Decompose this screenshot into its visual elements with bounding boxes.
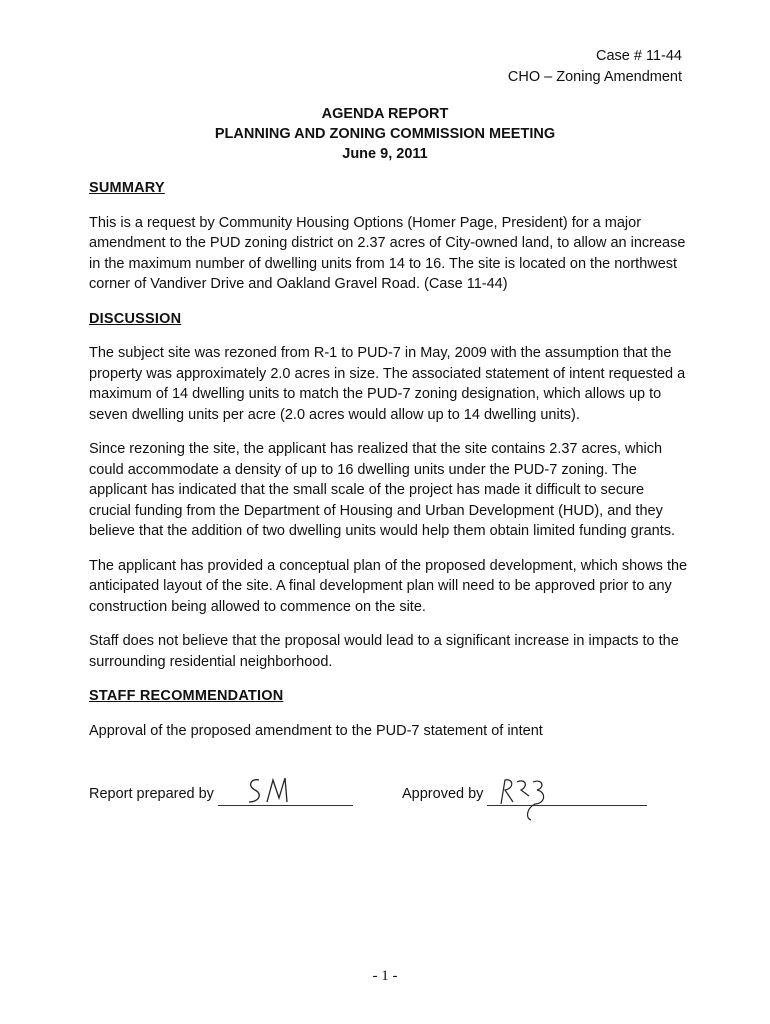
approver-initials-signature	[497, 774, 557, 824]
discussion-heading: DISCUSSION	[89, 310, 182, 327]
discussion-paragraph: The applicant has provided a conceptual plan of the proposed development, which shows the anticipated layout of the site. A final development plan will need to be approved prior to any construction being allowed to commence on the site.	[89, 557, 688, 615]
case-header	[508, 46, 682, 88]
meeting-date: June 9, 2011	[342, 146, 428, 162]
recommendation-text: Approval of the proposed amendment to the PUD-7 statement of intent	[89, 722, 543, 739]
report-title: AGENDA REPORT	[321, 106, 449, 122]
discussion-paragraph: Since rezoning the site, the applicant has realized that the site contains 2.37 acres, which could accommodate a density of up to 16 dwelling units under the PUD-7 zoning. The applicant has indicated that the small scale of the project has made it difficult to secure crucial funding from the Department of Housing and Urban Development (HUD), and they believe that the addition of two dwelling units would help them obtain limited funding grants.	[89, 441, 676, 539]
preparer-initials-signature	[237, 772, 307, 808]
report-title-block	[0, 104, 770, 164]
summary-heading: SUMMARY	[89, 180, 165, 196]
recommendation-heading: STAFF RECOMMENDATION	[89, 688, 284, 704]
report-body	[89, 178, 689, 755]
summary-text: This is a request by Community Housing Options (Homer Page, President) for a major amendment to the PUD zoning district on 2.37 acres of City-owned land, to allow an increase in the maximum number of dwelling units from 14 to 16. The site is located on the northwest corner of Vandiver Drive and Oakland Gravel Road. (Case 11-44)	[89, 214, 686, 292]
meeting-title: PLANNING AND ZONING COMMISSION MEETING	[214, 126, 556, 142]
discussion-paragraph: Staff does not believe that the proposal would lead to a significant increase in impacts to the surrounding residential neighborhood.	[89, 633, 679, 670]
case-type: CHO – Zoning Amendment	[507, 69, 682, 85]
case-number: Case # 11-44	[596, 48, 682, 64]
discussion-paragraph: The subject site was rezoned from R-1 to PUD-7 in May, 2009 with the assumption that the property was approximately 2.0 acres in size. The associated statement of intent requested a maximum of 14 dwelling units to match the PUD-7 zoning designation, which allows up to seven dwelling units per acre (2.0 acres would allow up to 14 dwelling units).	[89, 345, 686, 423]
signature-section	[89, 778, 689, 828]
page-number: - 1 -	[372, 968, 398, 984]
approved-by-label: Approved by	[402, 786, 484, 802]
prepared-by-label: Report prepared by	[89, 786, 214, 802]
